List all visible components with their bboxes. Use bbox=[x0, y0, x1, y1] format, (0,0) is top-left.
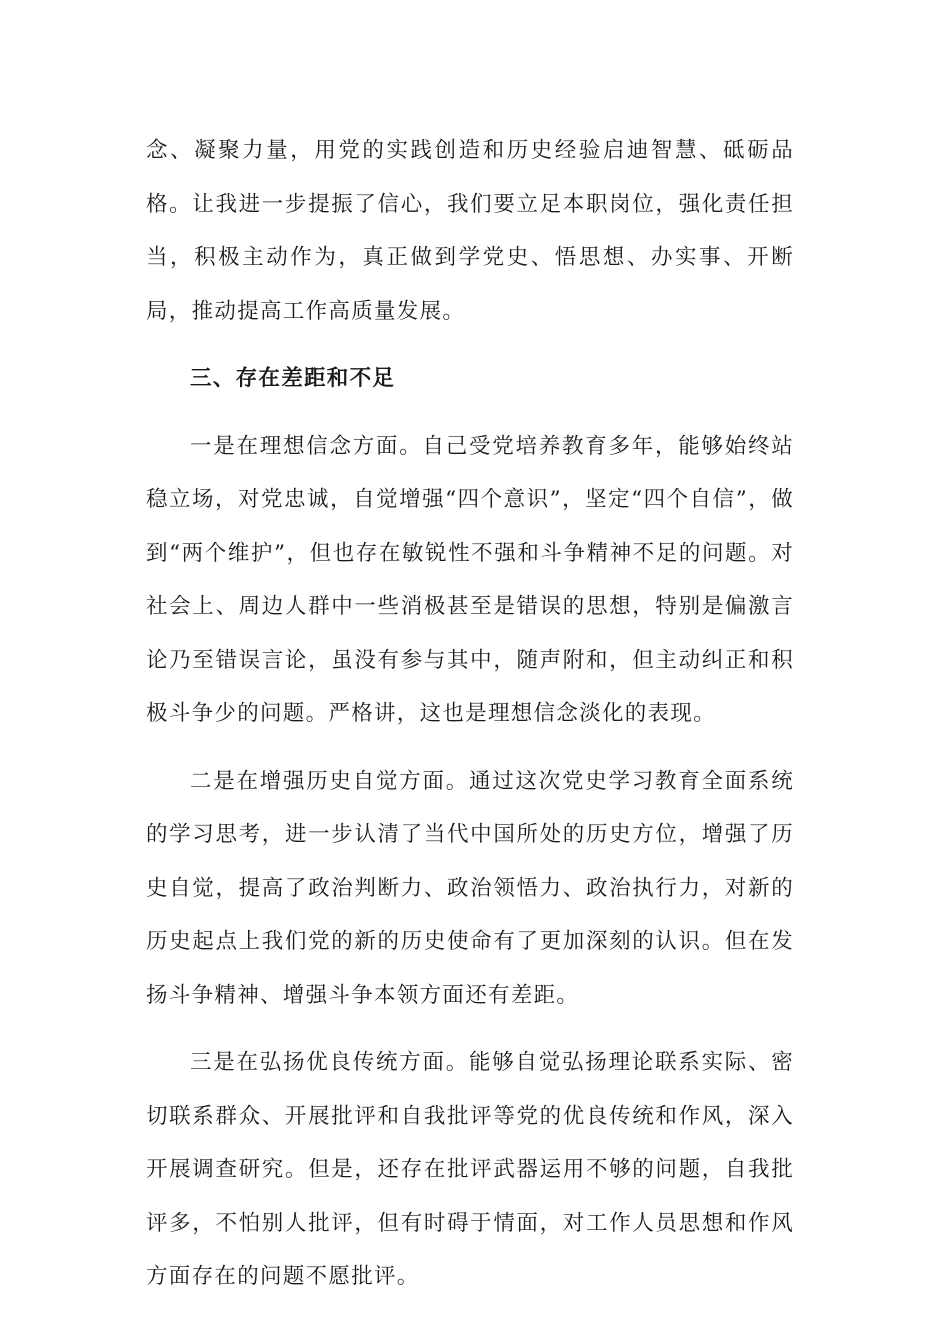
paragraph-traditions: 三是在弘扬优良传统方面。能够自觉弘扬理论联系实际、密切联系群众、开展批评和自我批评等党的优良传统和作风，深入开展调查研究。但是，还存在批评武器运用不够的问题，自我批评多，不怕别人批评，但有时碍于情面，对工作人员思想和作风方面存在的问题不愿批评。 bbox=[146, 1050, 794, 1289]
section-heading: 三、存在差距和不足 bbox=[190, 366, 396, 391]
paragraph-history: 二是在增强历史自觉方面。通过这次党史学习教育全面系统的学习思考，进一步认清了当代中国所处的历史方位，增强了历史自觉，提高了政治判断力、政治领悟力、政治执行力，对新的历史起点上我们党的新的历史使命有了更加深刻的认识。但在发扬斗争精神、增强斗争本领方面还有差距。 bbox=[146, 768, 794, 1008]
document-page bbox=[146, 124, 794, 1304]
paragraph-ideals: 一是在理想信念方面。自己受党培养教育多年，能够始终站稳立场，对党忠诚，自觉增强“四个意识”，坚定“四个自信”，做到“两个维护”，但也存在敏锐性不强和斗争精神不足的问题。对社会上、周边人群中一些消极甚至是错误的思想，特别是偏激言论乃至错误言论，虽没有参与其中，随声附和，但主动纠正和积极斗争少的问题。严格讲，这也是理想信念淡化的表现。 bbox=[146, 433, 794, 726]
continued-paragraph: 念、凝聚力量，用党的实践创造和历史经验启迪智慧、砥砺品格。让我进一步提振了信心，我们要立足本职岗位，强化责任担当，积极主动作为，真正做到学党史、悟思想、办实事、开断局，推动提高工作高质量发展。 bbox=[146, 138, 794, 324]
